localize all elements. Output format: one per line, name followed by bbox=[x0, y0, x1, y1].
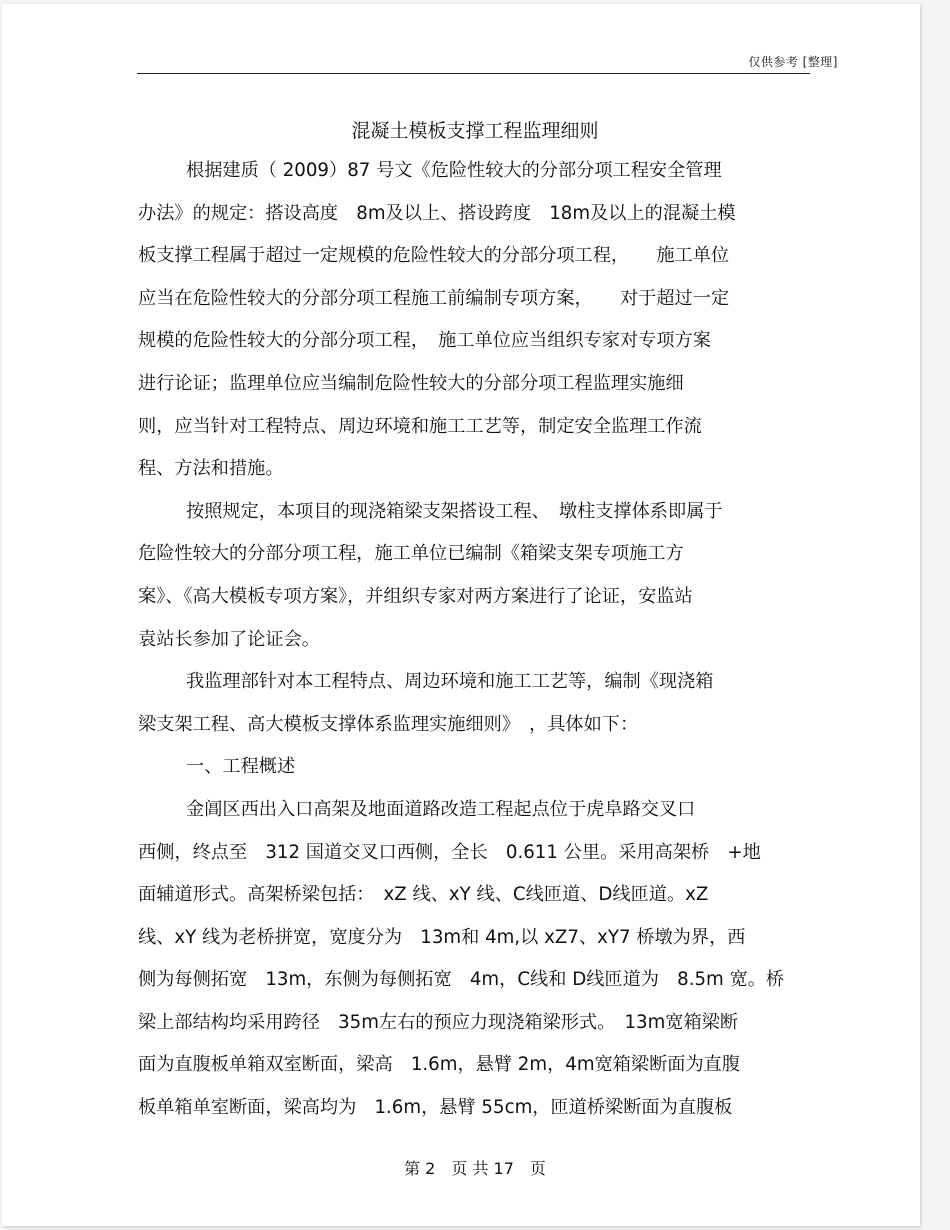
text-line: 应当在危险性较大的分部分项工程施工前编制专项方案， 对于超过一定 bbox=[138, 287, 730, 309]
text-line: 办法》的规定：搭设高度 8m及以上、搭设跨度 18m及以上的混凝土模 bbox=[138, 202, 736, 224]
text-line: 面为直腹板单箱双室断面，梁高 1.6m，悬臂 2m，4m宽箱梁断面为直腹 bbox=[138, 1054, 741, 1076]
text-line: 我监理部针对本工程特点、周边环境和施工工艺等，编制《现浇箱 bbox=[186, 671, 714, 693]
text-line: 梁上部结构均采用跨径 35m左右的预应力现浇箱梁形式。 13m宽箱梁断 bbox=[138, 1011, 739, 1033]
header-divider bbox=[137, 73, 810, 74]
text-line: 金阊区西出入口高架及地面道路改造工程起点位于虎阜路交叉口 bbox=[186, 798, 696, 820]
text-line: 袁站长参加了论证会。 bbox=[138, 628, 320, 650]
text-line: 一、工程概述 bbox=[186, 756, 296, 778]
text-line: 危险性较大的分部分项工程，施工单位已编制《箱梁支架专项施工方 bbox=[138, 543, 684, 565]
text-line: 板支撑工程属于超过一定规模的危险性较大的分部分项工程， 施工单位 bbox=[138, 245, 730, 267]
text-line: 线、xY 线为老桥拼宽，宽度分为 13m和 4m,以 xZ7、xY7 桥墩为界，西 bbox=[138, 926, 746, 948]
header-note: 仅供参考 [整理] bbox=[748, 55, 838, 69]
text-line: 侧为每侧拓宽 13m，东侧为每侧拓宽 4m，C线和 D线匝道为 8.5m 宽。桥 bbox=[138, 969, 785, 991]
page-number: 第 2 页 共 17 页 bbox=[404, 1159, 546, 1178]
document-body bbox=[138, 150, 810, 1130]
text-line: 程、方法和措施。 bbox=[138, 458, 284, 480]
text-line: 规模的危险性较大的分部分项工程， 施工单位应当组织专家对专项方案 bbox=[138, 330, 711, 352]
text-line: 进行论证；监理单位应当编制危险性较大的分部分项工程监理实施细 bbox=[138, 372, 684, 394]
text-line: 板单箱单室断面，梁高均为 1.6m，悬臂 55cm，匝道桥梁断面为直腹板 bbox=[138, 1097, 733, 1119]
text-line: 案》、《高大模板专项方案》，并组织专家对两方案进行了论证，安监站 bbox=[138, 585, 693, 607]
text-line: 按照规定，本项目的现浇箱梁支架搭设工程、 墩柱支撑体系即属于 bbox=[186, 500, 723, 522]
text-line: 根据建质（ 2009）87 号文《危险性较大的分部分项工程安全管理 bbox=[186, 160, 722, 181]
text-line: 西侧，终点至 312 国道交叉口西侧，全长 0.611 公里。采用高架桥 +地 bbox=[138, 841, 761, 863]
text-line: 梁支架工程、高大模板支撑体系监理实施细则》 ，具体如下： bbox=[138, 713, 639, 735]
text-line: 则，应当针对工程特点、周边环境和施工工艺等，制定安全监理工作流 bbox=[138, 415, 702, 437]
text-line: 面辅道形式。高架桥梁包括： xZ 线、xY 线、C线匝道、D线匝道。xZ bbox=[138, 884, 709, 906]
document-title: 混凝土模板支撑工程监理细则 bbox=[351, 120, 599, 142]
